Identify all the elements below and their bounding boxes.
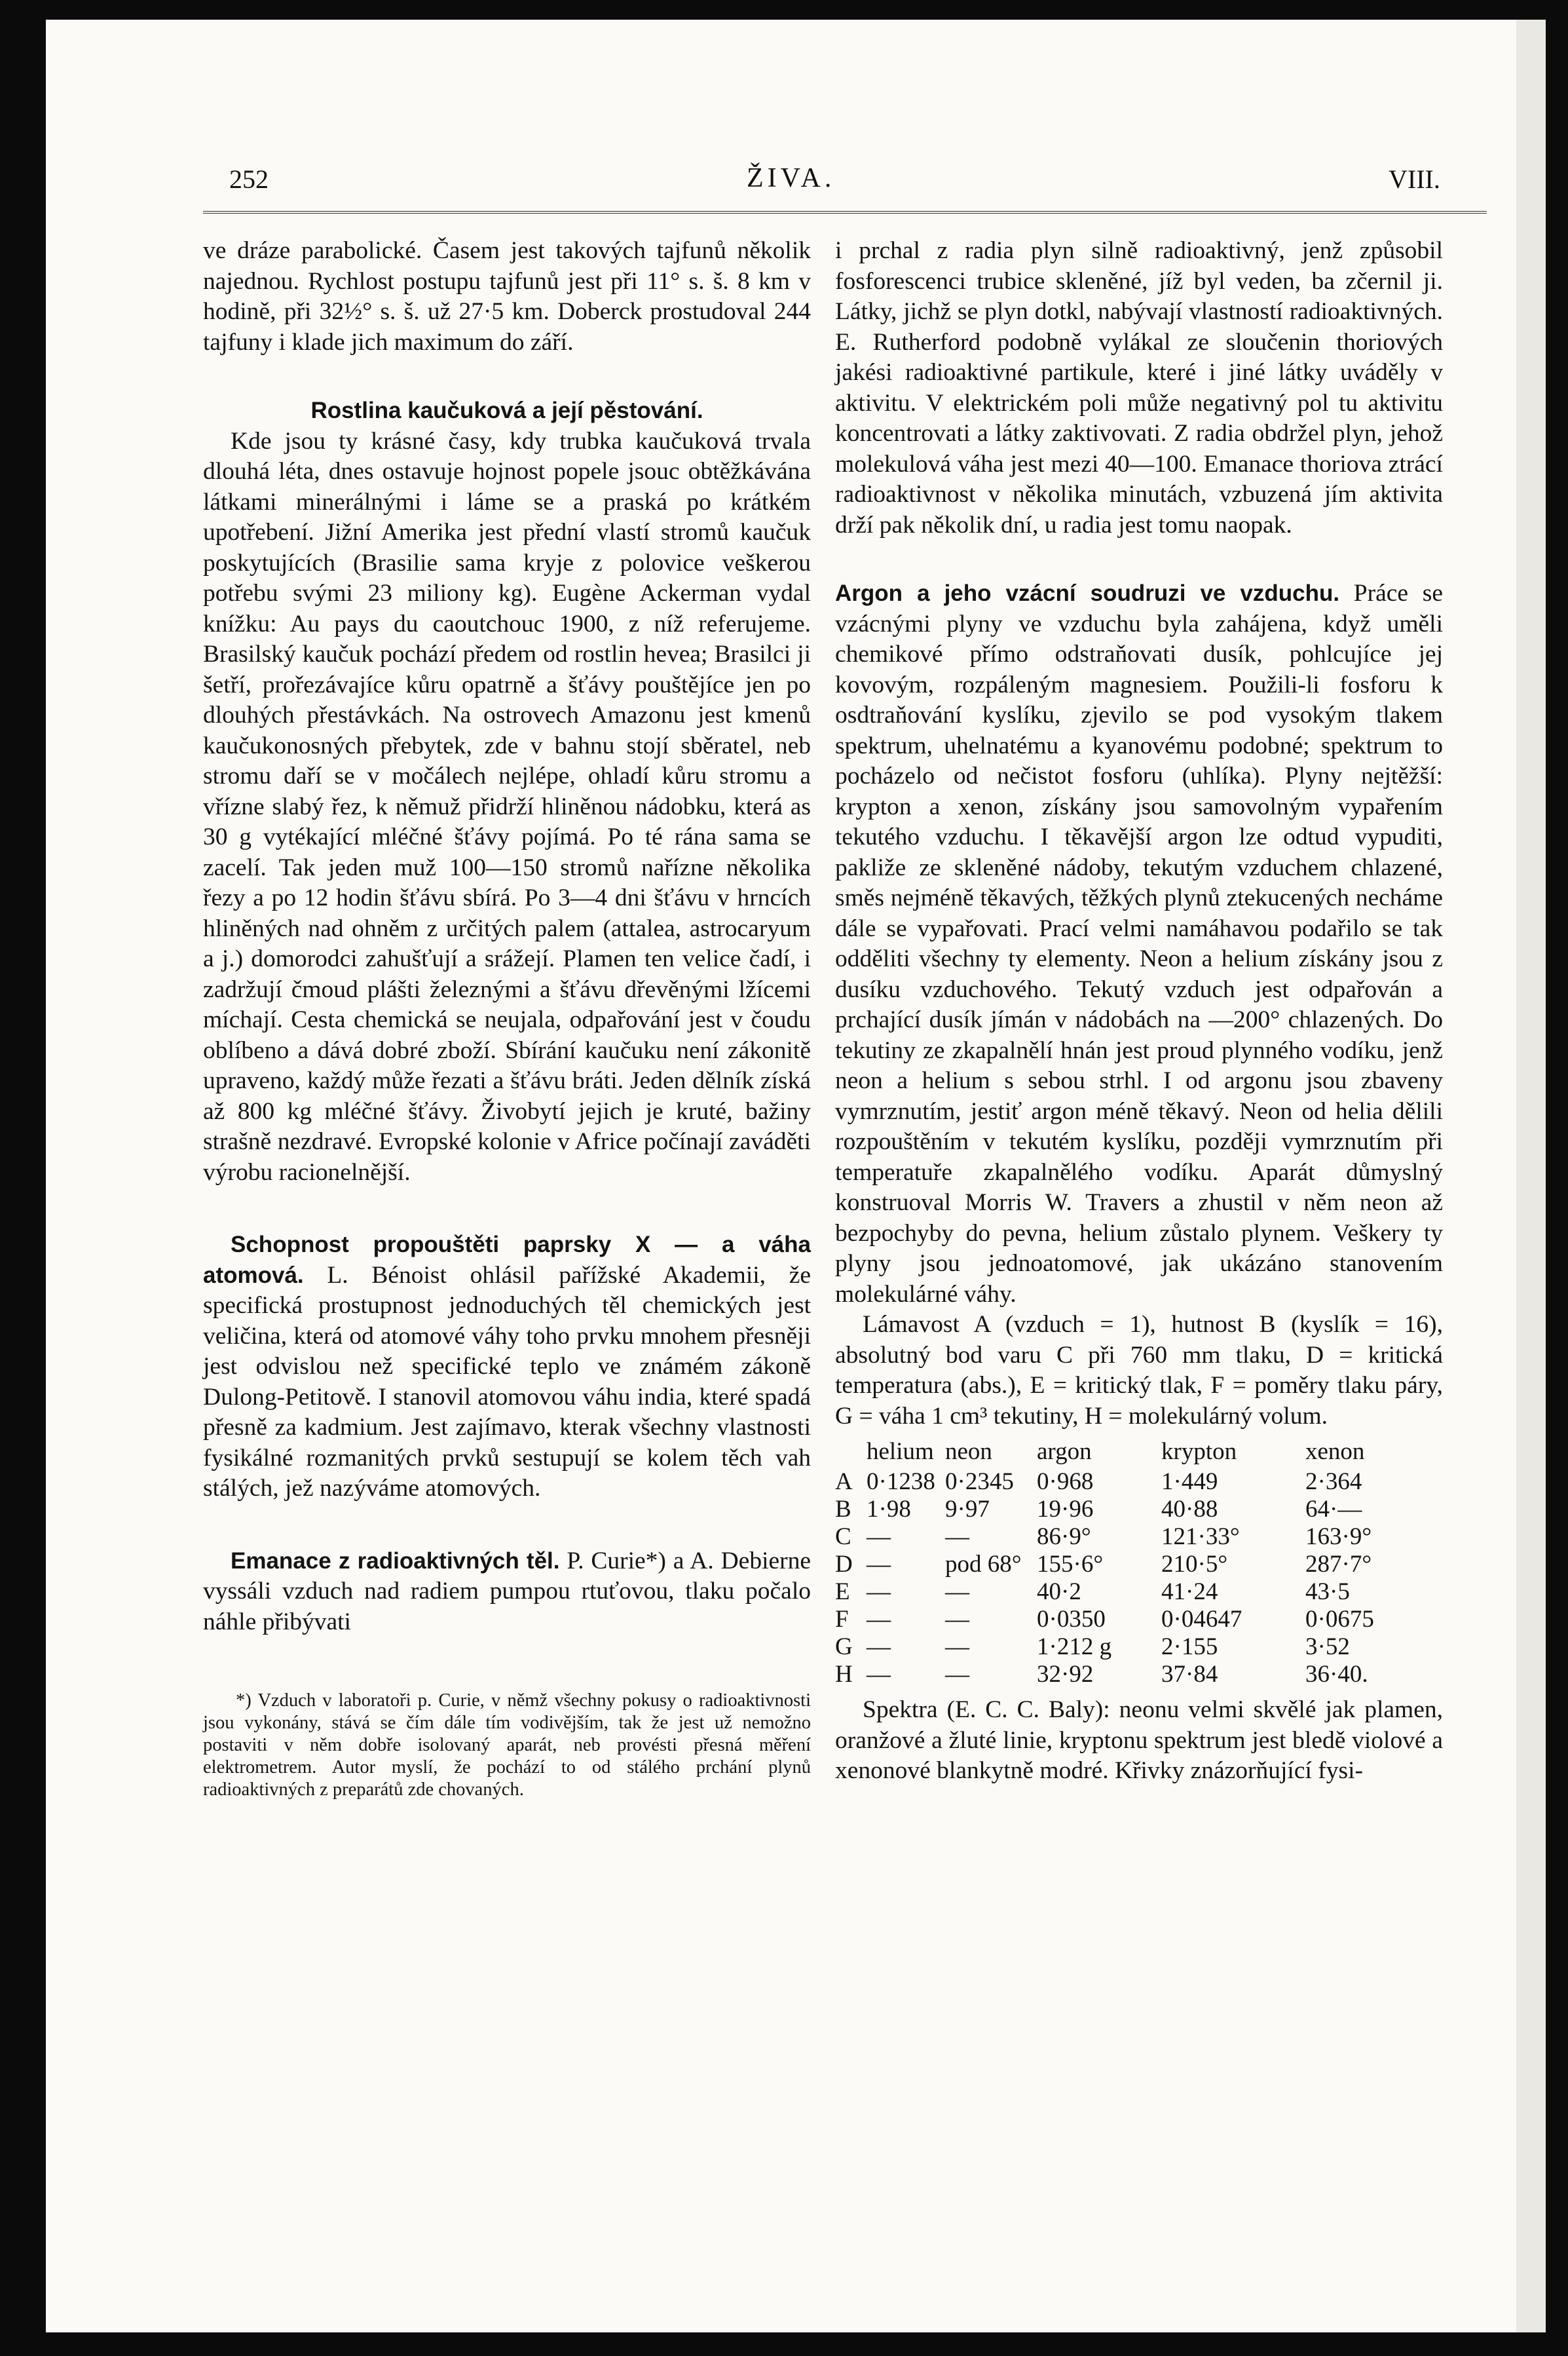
cell: B bbox=[835, 1496, 851, 1523]
cell: 9·97 bbox=[945, 1496, 990, 1523]
cell: — bbox=[945, 1606, 969, 1633]
table-row bbox=[835, 1523, 1443, 1551]
document-page bbox=[46, 20, 1516, 2332]
page-number: 252 bbox=[229, 164, 269, 194]
table-row bbox=[835, 1633, 1443, 1661]
cell: 121·33° bbox=[1161, 1523, 1240, 1550]
table-row bbox=[835, 1551, 1443, 1578]
cell: D bbox=[835, 1551, 853, 1578]
cell: 86·9° bbox=[1037, 1523, 1091, 1550]
table-header: krypton bbox=[1161, 1438, 1237, 1465]
header-rule bbox=[203, 211, 1487, 214]
cell: 1·449 bbox=[1161, 1468, 1218, 1495]
cell: C bbox=[835, 1523, 851, 1550]
cell: 40·2 bbox=[1037, 1578, 1081, 1605]
cell: 155·6° bbox=[1037, 1551, 1104, 1578]
cell: 41·24 bbox=[1161, 1578, 1218, 1605]
cell: 2·155 bbox=[1161, 1633, 1218, 1660]
table-header: xenon bbox=[1305, 1438, 1365, 1465]
cell: 2·364 bbox=[1305, 1468, 1362, 1495]
page-edge bbox=[1516, 20, 1546, 2332]
section-heading: Argon a jeho vzácní soudruzi ve vzduchu. bbox=[835, 580, 1340, 606]
table-row bbox=[835, 1468, 1443, 1496]
cell: 0·04647 bbox=[1161, 1606, 1242, 1633]
cell: 1·212 g bbox=[1037, 1633, 1112, 1660]
cell: — bbox=[867, 1578, 891, 1605]
cell: — bbox=[867, 1606, 891, 1633]
paragraph: ve dráze parabolické. Časem jest takových tajfunů několik najednou. Rychlost postupu tajfunů jest při 11° s. š. 8 km v hodině, při 32½° s. š. už 27·5 km. Doberck prostudoval 244 tajfuny i klade jich maximum do září. bbox=[203, 237, 811, 356]
left-column bbox=[203, 236, 811, 1801]
cell: 163·9° bbox=[1305, 1523, 1372, 1550]
journal-title: ŽIVA. bbox=[747, 163, 836, 193]
cell: pod 68° bbox=[945, 1551, 1022, 1578]
footnote-block bbox=[203, 1690, 811, 1801]
cell: 0·2345 bbox=[945, 1468, 1014, 1495]
paragraph-text: L. Bénoist ohlásil pařížské Akademii, že specifická prostupnost jednoduchých těl chemických jest veličina, která od atomové váhy toho prvku mnohem přesněji jest odvislou než specifické teplo ve známém zákoně Dulong-Petitově. I stanovil atomovou váhu india, které spadá přesně za kadmium. Jest zajímavo, kterak všechny vlastnosti fysikálné rozmanitých prvků sestupují se kolem těch vah stálých, jež nazýváme atomových. bbox=[203, 1261, 811, 1502]
cell: F bbox=[835, 1606, 849, 1633]
cell: 37·84 bbox=[1161, 1661, 1218, 1688]
cell: E bbox=[835, 1578, 850, 1605]
section-heading: Schopnost propouštěti paprsky X — a váha atomová. bbox=[203, 1232, 811, 1288]
volume-number: VIII. bbox=[1389, 164, 1440, 194]
cell: 0·968 bbox=[1037, 1468, 1094, 1495]
paragraph: Lámavost A (vzduch = 1), hutnost B (kyslík = 16), absolutný bod varu C při 760 mm tlaku, D = kritická temperatura (abs.), E = kritický tlak, F = poměry tlaku páry, G = váha 1 cm³ tekutiny, H = molekulárný volum. bbox=[835, 1311, 1443, 1430]
cell: 210·5° bbox=[1161, 1551, 1228, 1578]
cell: 3·52 bbox=[1305, 1633, 1350, 1660]
section-heading: Rostlina kaučuková a její pěstování. bbox=[310, 398, 703, 423]
table-header: argon bbox=[1037, 1438, 1092, 1465]
cell: 1·98 bbox=[867, 1496, 911, 1523]
cell: 32·92 bbox=[1037, 1661, 1094, 1688]
paragraph-text: P. Curie*) a A. Debierne vyssáli vzduch nad radiem pumpou rtuťovou, tlaku počalo náhle přibývati bbox=[203, 1547, 812, 1635]
table-header: neon bbox=[945, 1438, 992, 1465]
table-row bbox=[835, 1578, 1443, 1606]
cell: — bbox=[945, 1633, 969, 1660]
cell: — bbox=[867, 1633, 891, 1660]
footnote: *) Vzduch v laboratoři p. Curie, v němž všechny pokusy o radioaktivnosti jsou vykonány, stává se čím dále tím vodivějším, tak že jest už nemožno postaviti v něm dobře isolovaný aparát, neb provésti přesná měření elektrometrem. Autor myslí, že pochází to od stálého prchání plynů radioaktivných z preparátů zde chovaných. bbox=[203, 1690, 811, 1800]
cell: 0·0675 bbox=[1305, 1606, 1374, 1633]
cell: — bbox=[945, 1523, 969, 1550]
table-header: helium bbox=[867, 1438, 934, 1465]
table-row bbox=[835, 1496, 1443, 1523]
table-row bbox=[835, 1661, 1443, 1688]
table-row bbox=[835, 1606, 1443, 1633]
section-heading: Emanace z radioaktivných těl. bbox=[231, 1548, 560, 1574]
cell: 36·40. bbox=[1305, 1661, 1368, 1688]
cell: — bbox=[867, 1551, 891, 1578]
cell: 287·7° bbox=[1305, 1551, 1372, 1578]
cell: — bbox=[945, 1661, 969, 1688]
cell: 43·5 bbox=[1305, 1578, 1350, 1605]
cell: — bbox=[867, 1661, 891, 1688]
cell: — bbox=[945, 1578, 969, 1605]
cell: 19·96 bbox=[1037, 1496, 1094, 1523]
cell: A bbox=[835, 1468, 853, 1495]
cell: G bbox=[835, 1633, 853, 1660]
table-header bbox=[835, 1438, 867, 1468]
cell: 0·1238 bbox=[867, 1468, 935, 1495]
cell: 40·88 bbox=[1161, 1496, 1218, 1523]
right-column bbox=[835, 236, 1443, 1787]
cell: H bbox=[835, 1661, 853, 1688]
paragraph-text: Práce se vzácnými plyny ve vzduchu byla zahájena, když uměli chemikové přímo odstraňovati dusík, pohlcujíce jej kovovým, rozpáleným magnesiem. Použili-li fosforu k osdtraňování kyslíku, zjevilo se pod vysokým tlakem spektrum, uhelnatému a kyanovému podobné; spektrum to pocházelo od nečistot fosforu (uhlíka). Plyny nejtěžší: krypton a xenon, získány jsou samovolným vypařením tekutého vzduchu. I těkavější argon lze odtud vypuditi, pakliže ze skleněné nádoby, tekutým vzduchem chlazené, směs nejméně těkavých, těžkých plynů ztekucených necháme dále se vypařovati. Prací velmi namáhavou podařilo se tak odděliti všechny ty elementy. Neon a helium získány jsou z dusíku vzduchového. Tekutý vzduch jest odpařován a prchající dusík jímán v nádobách na —200° chlazených. Do tekutiny ze zkapalnělí hnán jest proud plynného vodíku, jenž neon a helium s sebou strhl. I od argonu jsou zbaveny vymrznutím, jestiť argon méně těkavý. Neon od helia dělili rozpouštěním v tekutém kyslíku, později vymrznutím při temperatuře zkapalnělého vodíku. Aparát důmyslný konstruoval Morris W. Travers a zhustil v něm neon až bezpochyby do pevna, helium zůstalo plynem. Veškery ty plyny jsou jednoatomové, jak ukázáno stanovením molekulárné váhy. bbox=[835, 580, 1443, 1308]
gas-properties-table bbox=[835, 1438, 1443, 1688]
table-header-row bbox=[835, 1438, 1443, 1468]
paragraph: i prchal z radia plyn silně radioaktivný, jenž způsobil fosforescenci trubice skleněné, jíž byl veden, ba zčernil ji. Látky, jichž se plyn dotkl, nabývají vlastností radioaktivných. E. Rutherford podobně vylákal ze sloučenin thoriových jakési radioaktivné partikule, které i jiné látky uváděly v aktivitu. V elektrickém poli může negativný pol tu aktivitu koncentrovati a látky zaktivovati. Z radia obdržel plyn, jehož molekulová váha jest mezi 40—100. Emanace thoriova ztrácí radioaktivnost v několika minutách, vzbuzená jím aktivita drží pak několik dní, u radia jest tomu naopak. bbox=[835, 237, 1443, 539]
cell: 64·— bbox=[1305, 1496, 1362, 1523]
cell: 0·0350 bbox=[1037, 1606, 1106, 1633]
paragraph: Spektra (E. C. C. Baly): neonu velmi skvělé jak plamen, oranžové a žluté linie, kryptonu spektrum jest bledě violové a xenonové blankytně modré. Křivky znázorňující fysi- bbox=[835, 1696, 1443, 1784]
paragraph: Kde jsou ty krásné časy, kdy trubka kaučuková trvala dlouhá léta, dnes ostavuje hojnost popele jsouc obtěžkávána látkami minerálnými i láme se a praská po krátkém upotřebení. Jižní Amerika jest přední vlastí stromů kaučuk poskytujících (Brasilie sama kryje z polovice veškerou potřebu svými 23 miliony kg). Eugène Ackerman vydal knížku: Au pays du caoutchouc 1900, z níž referujeme. Brasilský kaučuk pochází předem od rostlin hevea; Brasilci ji šetří, prořezávajíce kůru opatrně a šťávy pouštějíce jen po dlouhých přestávkách. Na ostrovech Amazonu jest kmenů kaučukonosných přebytek, zde v bahnu stojí sběratel, neb stromu daří se v močálech nejlépe, ohladí kůru stromu a vřízne slabý řez, k němuž přidrží hliněnou nádobku, která as 30 g vytékající mléčné šťávy pojímá. Po té rána sama se zacelí. Tak jeden muž 100—150 stromů nařízne několika řezy a po 12 hodin šťávu sbírá. Po 3—4 dni šťávu v hrncích hliněných nad ohněm z určitých palem (attalea, astrocaryum a j.) domorodci zahušťují a srážejí. Plamen ten velice čadí, i zadržují čmoud plášti železnými a šťávu dřevěnými lžícemi míchají. Cesta chemická se neujala, odpařování jest v čoudu oblíbeno a dává dobré zboží. Sbírání kaučuku není zákonitě upraveno, každý může řezati a šťávu bráti. Jeden dělník získá až 800 kg mléčné šťávy. Živobytí jejich je kruté, bažiny strašně nezdravé. Evropské kolonie v Africe počínají zaváděti výrobu racionelnější. bbox=[203, 427, 811, 1186]
cell: — bbox=[867, 1523, 891, 1550]
